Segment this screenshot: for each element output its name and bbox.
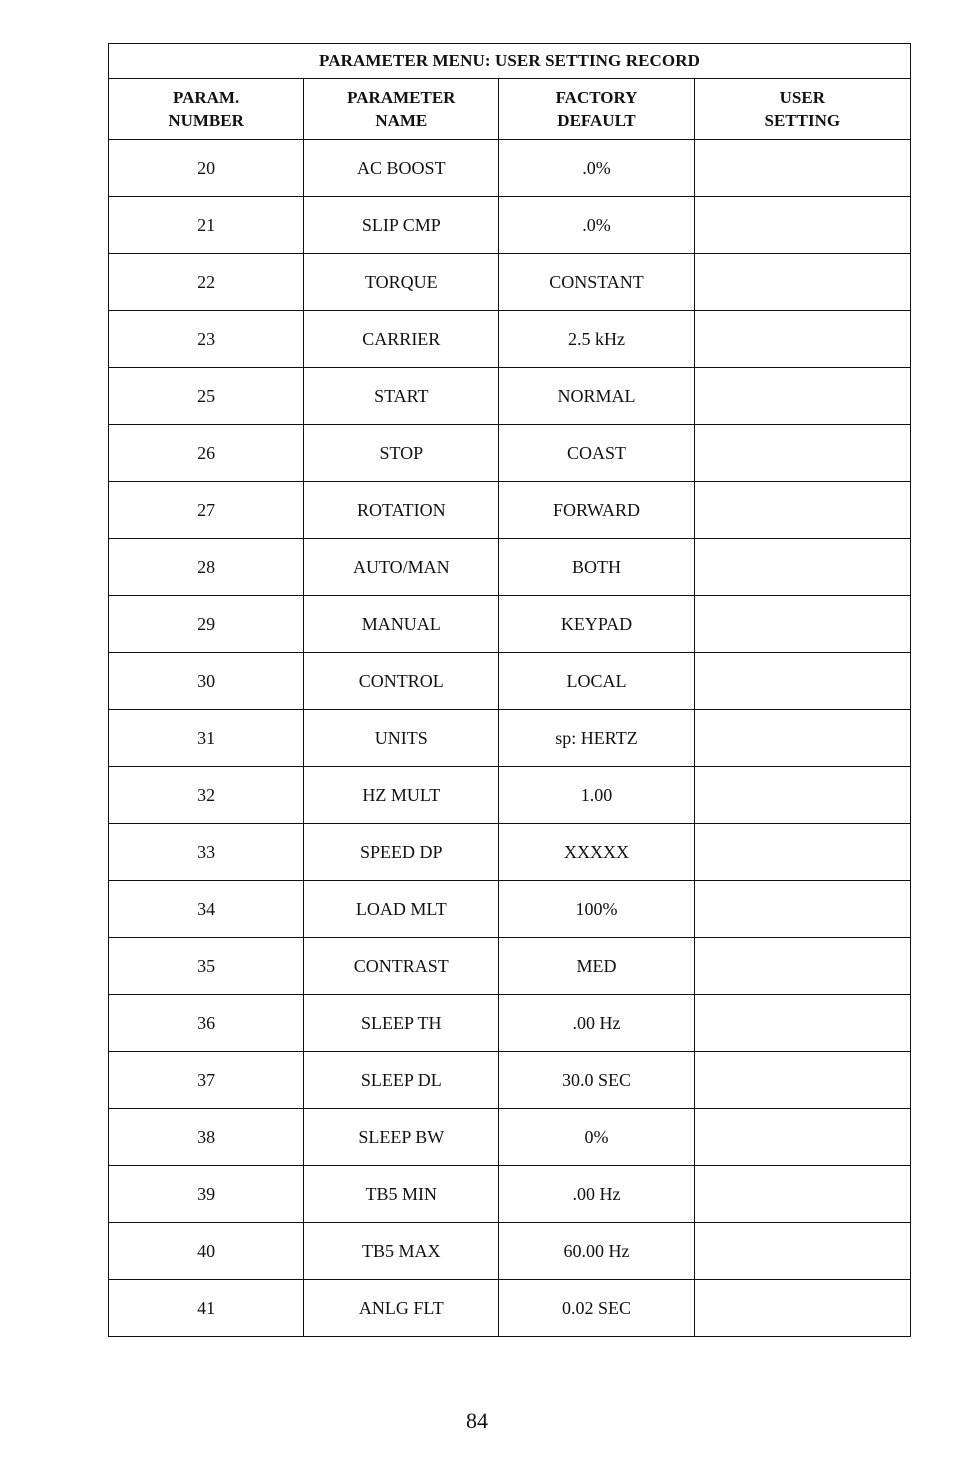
param-number-cell: 22 bbox=[109, 254, 304, 311]
header-param-number bbox=[109, 79, 304, 140]
param-number-cell: 23 bbox=[109, 311, 304, 368]
table-row bbox=[109, 311, 911, 368]
header-parameter-name bbox=[304, 79, 499, 140]
table-row bbox=[109, 881, 911, 938]
parameter-name-cell: CARRIER bbox=[304, 311, 499, 368]
user-setting-cell[interactable] bbox=[694, 368, 910, 425]
header-line: FACTORY bbox=[555, 88, 638, 107]
user-setting-cell[interactable] bbox=[694, 1223, 910, 1280]
factory-default-cell: 60.00 Hz bbox=[499, 1223, 694, 1280]
user-setting-cell[interactable] bbox=[694, 1052, 910, 1109]
header-line: SETTING bbox=[764, 111, 841, 130]
param-number-cell: 26 bbox=[109, 425, 304, 482]
param-number-cell: 36 bbox=[109, 995, 304, 1052]
table-row bbox=[109, 938, 911, 995]
param-number-cell: 40 bbox=[109, 1223, 304, 1280]
factory-default-cell: KEYPAD bbox=[499, 596, 694, 653]
table-row bbox=[109, 368, 911, 425]
parameter-name-cell: TB5 MIN bbox=[304, 1166, 499, 1223]
parameter-name-cell: START bbox=[304, 368, 499, 425]
user-setting-cell[interactable] bbox=[694, 254, 910, 311]
user-setting-record-table bbox=[108, 43, 911, 1337]
user-setting-cell[interactable] bbox=[694, 995, 910, 1052]
param-number-cell: 37 bbox=[109, 1052, 304, 1109]
factory-default-cell: 100% bbox=[499, 881, 694, 938]
user-setting-cell[interactable] bbox=[694, 938, 910, 995]
header-factory-default bbox=[499, 79, 694, 140]
user-setting-cell[interactable] bbox=[694, 1166, 910, 1223]
parameter-name-cell: CONTROL bbox=[304, 653, 499, 710]
table-row bbox=[109, 482, 911, 539]
user-setting-cell[interactable] bbox=[694, 482, 910, 539]
parameter-name-cell: MANUAL bbox=[304, 596, 499, 653]
factory-default-cell: 0.02 SEC bbox=[499, 1280, 694, 1337]
table-row bbox=[109, 767, 911, 824]
parameter-name-cell: SLEEP BW bbox=[304, 1109, 499, 1166]
user-setting-cell[interactable] bbox=[694, 710, 910, 767]
param-number-cell: 20 bbox=[109, 140, 304, 197]
user-setting-cell[interactable] bbox=[694, 881, 910, 938]
parameter-name-cell: SLEEP TH bbox=[304, 995, 499, 1052]
user-setting-cell[interactable] bbox=[694, 140, 910, 197]
factory-default-cell: CONSTANT bbox=[499, 254, 694, 311]
user-setting-cell[interactable] bbox=[694, 767, 910, 824]
table-body bbox=[109, 140, 911, 1337]
param-number-cell: 41 bbox=[109, 1280, 304, 1337]
factory-default-cell: FORWARD bbox=[499, 482, 694, 539]
user-setting-cell[interactable] bbox=[694, 596, 910, 653]
parameter-name-cell: AUTO/MAN bbox=[304, 539, 499, 596]
factory-default-cell: COAST bbox=[499, 425, 694, 482]
factory-default-cell: MED bbox=[499, 938, 694, 995]
user-setting-cell[interactable] bbox=[694, 197, 910, 254]
user-setting-cell[interactable] bbox=[694, 539, 910, 596]
factory-default-cell: sp: HERTZ bbox=[499, 710, 694, 767]
factory-default-cell: 30.0 SEC bbox=[499, 1052, 694, 1109]
param-number-cell: 35 bbox=[109, 938, 304, 995]
user-setting-cell[interactable] bbox=[694, 1109, 910, 1166]
parameter-name-cell: CONTRAST bbox=[304, 938, 499, 995]
table-row bbox=[109, 140, 911, 197]
table-row bbox=[109, 1166, 911, 1223]
parameter-name-cell: LOAD MLT bbox=[304, 881, 499, 938]
user-setting-cell[interactable] bbox=[694, 824, 910, 881]
header-line: PARAMETER bbox=[347, 88, 456, 107]
table-row bbox=[109, 1223, 911, 1280]
parameter-name-cell: ROTATION bbox=[304, 482, 499, 539]
param-number-cell: 25 bbox=[109, 368, 304, 425]
param-number-cell: 33 bbox=[109, 824, 304, 881]
factory-default-cell: .00 Hz bbox=[499, 1166, 694, 1223]
parameter-name-cell: SLEEP DL bbox=[304, 1052, 499, 1109]
param-number-cell: 32 bbox=[109, 767, 304, 824]
header-line: NAME bbox=[375, 111, 428, 130]
parameter-name-cell: TORQUE bbox=[304, 254, 499, 311]
header-line: PARAM. bbox=[172, 88, 240, 107]
table-row bbox=[109, 995, 911, 1052]
user-setting-cell[interactable] bbox=[694, 653, 910, 710]
param-number-cell: 27 bbox=[109, 482, 304, 539]
parameter-name-cell: ANLG FLT bbox=[304, 1280, 499, 1337]
param-number-cell: 31 bbox=[109, 710, 304, 767]
table-row bbox=[109, 197, 911, 254]
param-number-cell: 39 bbox=[109, 1166, 304, 1223]
param-number-cell: 29 bbox=[109, 596, 304, 653]
header-line: NUMBER bbox=[168, 111, 244, 130]
parameter-name-cell: SPEED DP bbox=[304, 824, 499, 881]
table-row bbox=[109, 1052, 911, 1109]
param-number-cell: 28 bbox=[109, 539, 304, 596]
parameter-name-cell: SLIP CMP bbox=[304, 197, 499, 254]
user-setting-cell[interactable] bbox=[694, 425, 910, 482]
factory-default-cell: 2.5 kHz bbox=[499, 311, 694, 368]
user-setting-cell[interactable] bbox=[694, 311, 910, 368]
page-number: 84 bbox=[466, 1408, 488, 1433]
factory-default-cell: XXXXX bbox=[499, 824, 694, 881]
factory-default-cell: NORMAL bbox=[499, 368, 694, 425]
table-row bbox=[109, 653, 911, 710]
factory-default-cell: .00 Hz bbox=[499, 995, 694, 1052]
header-line: DEFAULT bbox=[557, 111, 636, 130]
user-setting-cell[interactable] bbox=[694, 1280, 910, 1337]
table-row bbox=[109, 1109, 911, 1166]
factory-default-cell: BOTH bbox=[499, 539, 694, 596]
table-row bbox=[109, 539, 911, 596]
factory-default-cell: LOCAL bbox=[499, 653, 694, 710]
factory-default-cell: .0% bbox=[499, 197, 694, 254]
parameter-name-cell: UNITS bbox=[304, 710, 499, 767]
table-row bbox=[109, 425, 911, 482]
table-row bbox=[109, 710, 911, 767]
factory-default-cell: 0% bbox=[499, 1109, 694, 1166]
factory-default-cell: .0% bbox=[499, 140, 694, 197]
table-row bbox=[109, 824, 911, 881]
parameter-name-cell: HZ MULT bbox=[304, 767, 499, 824]
parameter-name-cell: AC BOOST bbox=[304, 140, 499, 197]
param-number-cell: 38 bbox=[109, 1109, 304, 1166]
table-title: PARAMETER MENU: USER SETTING RECORD bbox=[109, 44, 911, 79]
table-row bbox=[109, 254, 911, 311]
param-number-cell: 30 bbox=[109, 653, 304, 710]
parameter-name-cell: STOP bbox=[304, 425, 499, 482]
factory-default-cell: 1.00 bbox=[499, 767, 694, 824]
header-line: USER bbox=[779, 88, 825, 107]
param-number-cell: 21 bbox=[109, 197, 304, 254]
table-row bbox=[109, 596, 911, 653]
table-row bbox=[109, 1280, 911, 1337]
param-number-cell: 34 bbox=[109, 881, 304, 938]
header-user-setting bbox=[694, 79, 910, 140]
parameter-name-cell: TB5 MAX bbox=[304, 1223, 499, 1280]
